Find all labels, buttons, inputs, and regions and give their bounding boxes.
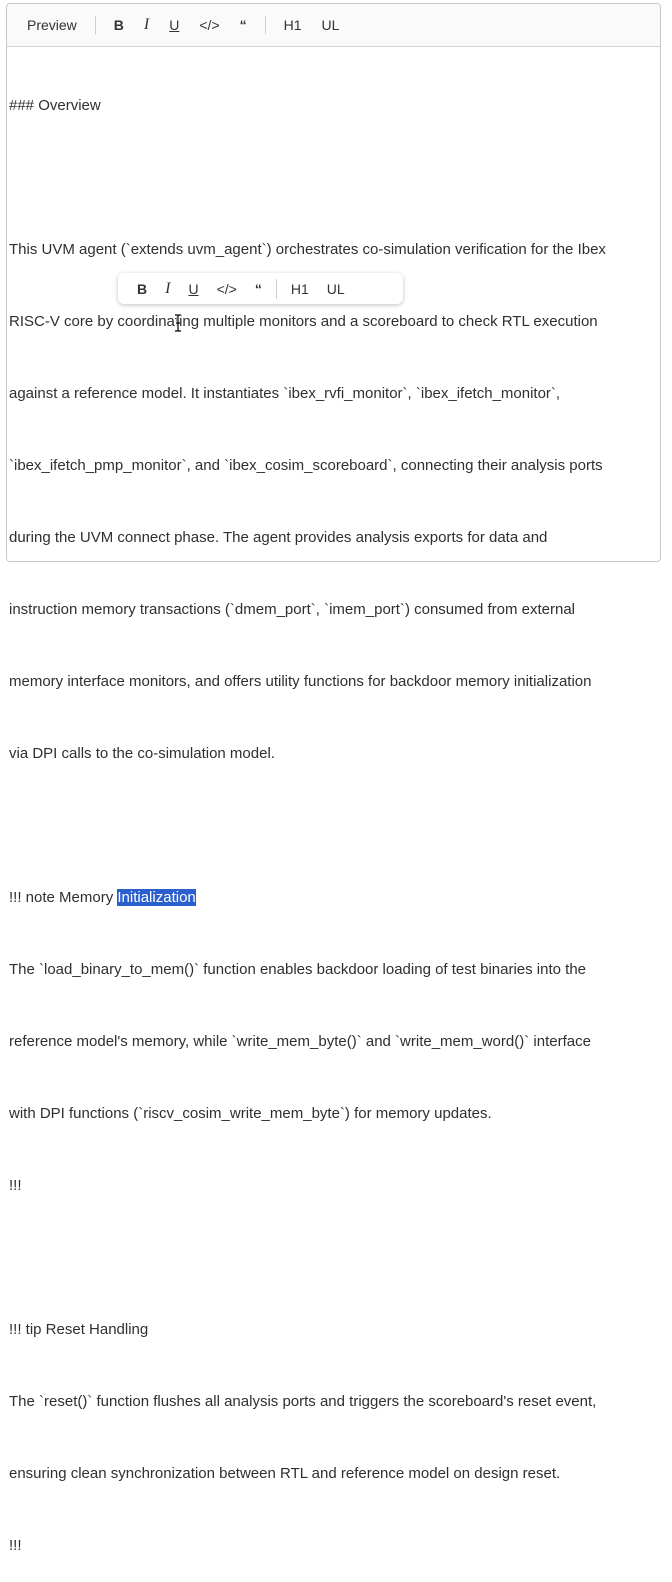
toolbar-divider — [95, 16, 96, 34]
h1-button[interactable]: H1 — [283, 17, 302, 33]
text-line: instruction memory transactions (`dmem_port`, `imem_port`) consumed from external — [9, 601, 576, 618]
note-prefix: !!! note Memory — [9, 889, 118, 906]
bubble-quote-button[interactable]: “ — [254, 280, 262, 297]
text-line: against a reference model. It instantiates `ibex_rvfi_monitor`, `ibex_ifetch_monitor`, — [9, 385, 561, 402]
code-button[interactable]: </> — [199, 17, 220, 33]
blank-line — [9, 166, 641, 190]
text-line: ensuring clean synchronization between RTL and reference model on design reset. — [9, 1465, 561, 1482]
text-line: memory interface monitors, and offers utility functions for backdoor memory initialization — [9, 673, 592, 690]
text-line: reference model's memory, while `write_mem_byte()` and `write_mem_word()` interface — [9, 1033, 591, 1050]
blank-line — [9, 814, 641, 838]
preview-button[interactable]: Preview — [27, 17, 77, 33]
bubble-italic-button[interactable]: I — [165, 279, 171, 297]
quote-button[interactable]: “ — [239, 17, 247, 33]
bold-button[interactable]: B — [113, 17, 124, 33]
italic-button[interactable]: I — [143, 16, 150, 33]
text-line: The `reset()` function flushes all analysis ports and triggers the scoreboard's reset event, — [9, 1393, 597, 1410]
text-cursor-icon — [173, 314, 183, 332]
bubble-underline-button[interactable]: U — [188, 280, 199, 297]
heading-line: ### Overview — [9, 97, 101, 114]
selected-text[interactable]: Initialization — [117, 889, 196, 906]
text-line: The `load_binary_to_mem()` function enables backdoor loading of test binaries into the — [9, 961, 587, 978]
tip-title-line: !!! tip Reset Handling — [9, 1321, 149, 1338]
tip-close-line: !!! — [9, 1537, 22, 1554]
floating-format-toolbar — [118, 273, 403, 304]
editor-toolbar — [7, 4, 660, 47]
text-line: with DPI functions (`riscv_cosim_write_mem_byte`) for memory updates. — [9, 1105, 492, 1122]
text-line: `ibex_ifetch_pmp_monitor`, and `ibex_cosim_scoreboard`, connecting their analysis ports — [9, 457, 603, 474]
note-close-line: !!! — [9, 1177, 22, 1194]
bubble-divider — [276, 279, 277, 299]
bubble-ul-button[interactable]: UL — [326, 280, 345, 297]
bubble-h1-button[interactable]: H1 — [290, 280, 309, 297]
note-title-line — [9, 886, 641, 910]
bubble-bold-button[interactable]: B — [137, 280, 148, 297]
blank-line — [9, 1246, 641, 1270]
bubble-code-button[interactable]: </> — [216, 280, 237, 297]
text-line: This UVM agent (`extends uvm_agent`) orchestrates co-simulation verification for the Ibex — [9, 241, 606, 258]
underline-button[interactable]: U — [169, 17, 180, 33]
text-line: via DPI calls to the co-simulation model. — [9, 745, 275, 762]
ul-button[interactable]: UL — [321, 17, 340, 33]
text-line: during the UVM connect phase. The agent provides analysis exports for data and — [9, 529, 548, 546]
text-line: RISC-V core by coordinating multiple monitors and a scoreboard to check RTL execution — [9, 313, 598, 330]
toolbar-divider — [265, 16, 266, 34]
